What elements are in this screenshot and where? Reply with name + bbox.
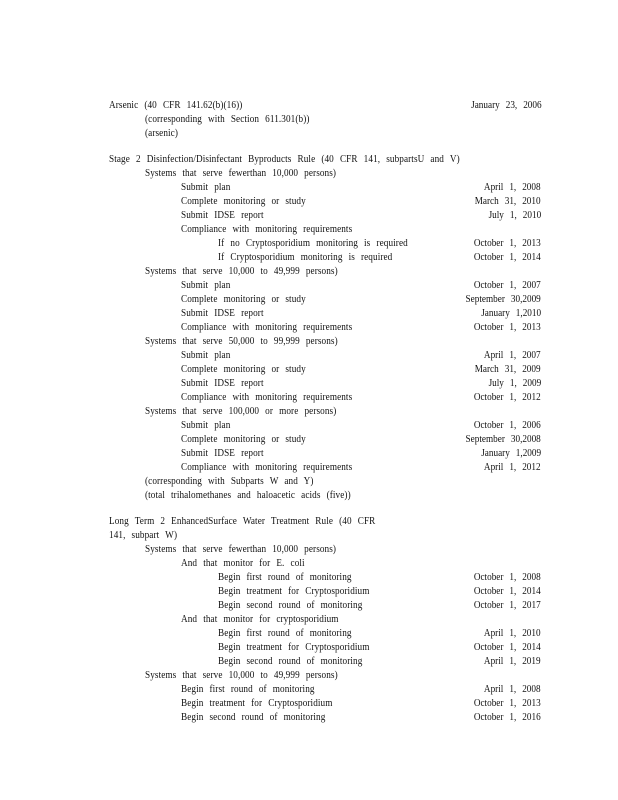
schedule-item: Begin second round of monitoring (218, 600, 363, 611)
schedule-row (0, 711, 618, 724)
schedule-date: October 1, 2013 (474, 322, 541, 333)
schedule-date: October 1, 2008 (474, 572, 541, 583)
subgroup-label: And that monitor for cryptosporidium (181, 614, 339, 625)
schedule-row (0, 181, 618, 194)
schedule-item: Submit IDSE report (181, 308, 264, 319)
schedule-date: October 1, 2007 (474, 280, 541, 291)
arsenic-subline (0, 113, 618, 126)
schedule-date: September 30,2009 (465, 294, 541, 305)
schedule-date: October 1, 2014 (474, 642, 541, 653)
schedule-date: October 1, 2013 (474, 238, 541, 249)
schedule-date: October 1, 2012 (474, 392, 541, 403)
schedule-group-label (0, 543, 618, 556)
schedule-date: January 1,2009 (481, 448, 541, 459)
schedule-date: July 1, 2010 (488, 210, 541, 221)
schedule-item: Begin treatment for Cryptosporidium (181, 698, 333, 709)
schedule-date: October 1, 2016 (474, 712, 541, 723)
schedule-date: October 1, 2014 (474, 252, 541, 263)
schedule-date: October 1, 2013 (474, 698, 541, 709)
schedule-date: October 1, 2017 (474, 600, 541, 611)
schedule-row (0, 237, 618, 250)
schedule-group-label (0, 167, 618, 180)
schedule-group-label (0, 335, 618, 348)
schedule-date: September 30,2008 (465, 434, 541, 445)
schedule-row (0, 363, 618, 376)
schedule-row (0, 585, 618, 598)
schedule-group-label (0, 669, 618, 682)
schedule-date: April 1, 2008 (484, 684, 541, 695)
schedule-item: Begin first round of monitoring (218, 572, 352, 583)
stage2-heading-row (0, 153, 618, 166)
schedule-row (0, 655, 618, 668)
schedule-date: April 1, 2019 (484, 656, 541, 667)
group-label: Systems that serve fewerthan 10,000 persons) (145, 168, 337, 179)
schedule-item: Compliance with monitoring requirements (181, 322, 353, 333)
schedule-subgroup-label (0, 557, 618, 570)
schedule-item: Submit IDSE report (181, 210, 264, 221)
stage2-contaminants: (total trihalomethanes and haloacetic acids (five)) (145, 490, 351, 501)
schedule-row (0, 321, 618, 334)
schedule-group-label (0, 405, 618, 418)
schedule-date: March 31, 2009 (475, 364, 541, 375)
schedule-item: Complete monitoring or study (181, 294, 306, 305)
schedule-row (0, 697, 618, 710)
schedule-row (0, 293, 618, 306)
schedule-date: October 1, 2006 (474, 420, 541, 431)
stage2-note-row (0, 489, 618, 502)
arsenic-title: Arsenic (40 CFR 141.62(b)(16)) (109, 100, 243, 111)
schedule-item: Submit IDSE report (181, 378, 264, 389)
arsenic-date: January 23, 2006 (471, 100, 542, 111)
schedule-group-label (0, 265, 618, 278)
schedule-row (0, 349, 618, 362)
schedule-item: Begin first round of monitoring (181, 684, 315, 695)
schedule-row (0, 279, 618, 292)
arsenic-subline (0, 127, 618, 140)
schedule-row (0, 683, 618, 696)
group-label: Systems that serve 50,000 to 99,999 persons) (145, 336, 338, 347)
schedule-row (0, 599, 618, 612)
schedule-item: Submit IDSE report (181, 448, 264, 459)
schedule-row (0, 307, 618, 320)
schedule-row (0, 627, 618, 640)
schedule-row (0, 223, 618, 236)
schedule-date: July 1, 2009 (488, 378, 541, 389)
schedule-date: January 1,2010 (481, 308, 541, 319)
schedule-date: April 1, 2010 (484, 628, 541, 639)
schedule-subgroup-label (0, 613, 618, 626)
lt2-heading-row (0, 515, 618, 528)
schedule-item: Compliance with monitoring requirements (181, 224, 353, 235)
schedule-item: Begin second round of monitoring (218, 656, 363, 667)
schedule-row (0, 391, 618, 404)
schedule-item: Complete monitoring or study (181, 434, 306, 445)
schedule-row (0, 433, 618, 446)
stage2-corresponding: (corresponding with Subparts W and Y) (145, 476, 314, 487)
schedule-item: Submit plan (181, 350, 231, 361)
schedule-row (0, 571, 618, 584)
schedule-item: Submit plan (181, 280, 231, 291)
group-label: Systems that serve fewerthan 10,000 persons) (145, 544, 337, 555)
schedule-row (0, 419, 618, 432)
stage2-note-row (0, 475, 618, 488)
schedule-item: If no Cryptosporidium monitoring is required (218, 238, 408, 249)
arsenic-row (0, 99, 618, 112)
schedule-row (0, 447, 618, 460)
group-label: Systems that serve 10,000 to 49,999 persons) (145, 266, 338, 277)
group-label: Systems that serve 100,000 or more persons) (145, 406, 337, 417)
schedule-row (0, 209, 618, 222)
schedule-date: April 1, 2008 (484, 182, 541, 193)
schedule-row (0, 377, 618, 390)
subgroup-label: And that monitor for E. coli (181, 558, 305, 569)
schedule-date: April 1, 2007 (484, 350, 541, 361)
schedule-row (0, 195, 618, 208)
schedule-item: Begin treatment for Cryptosporidium (218, 586, 370, 597)
schedule-item: Complete monitoring or study (181, 196, 306, 207)
lt2-heading-row (0, 529, 618, 542)
schedule-date: April 1, 2012 (484, 462, 541, 473)
schedule-item: Complete monitoring or study (181, 364, 306, 375)
arsenic-note: (arsenic) (145, 128, 179, 139)
schedule-item: Begin first round of monitoring (218, 628, 352, 639)
schedule-date: October 1, 2014 (474, 586, 541, 597)
lt2-heading-cont: 141, subpart W) (109, 530, 178, 541)
schedule-item: Begin second round of monitoring (181, 712, 326, 723)
schedule-row (0, 251, 618, 264)
schedule-row (0, 641, 618, 654)
lt2-heading: Long Term 2 EnhancedSurface Water Treatment Rule (40 CFR (109, 516, 376, 527)
stage2-heading: Stage 2 Disinfection/Disinfectant Byproducts Rule (40 CFR 141, subpartsU and V) (109, 154, 460, 165)
schedule-item: Begin treatment for Cryptosporidium (218, 642, 370, 653)
group-label: Systems that serve 10,000 to 49,999 persons) (145, 670, 338, 681)
schedule-item: If Cryptosporidium monitoring is required (218, 252, 393, 263)
schedule-date: March 31, 2010 (475, 196, 541, 207)
schedule-row (0, 461, 618, 474)
schedule-item: Compliance with monitoring requirements (181, 462, 353, 473)
schedule-item: Submit plan (181, 420, 231, 431)
schedule-item: Compliance with monitoring requirements (181, 392, 353, 403)
schedule-item: Submit plan (181, 182, 231, 193)
arsenic-corresponding: (corresponding with Section 611.301(b)) (145, 114, 310, 125)
